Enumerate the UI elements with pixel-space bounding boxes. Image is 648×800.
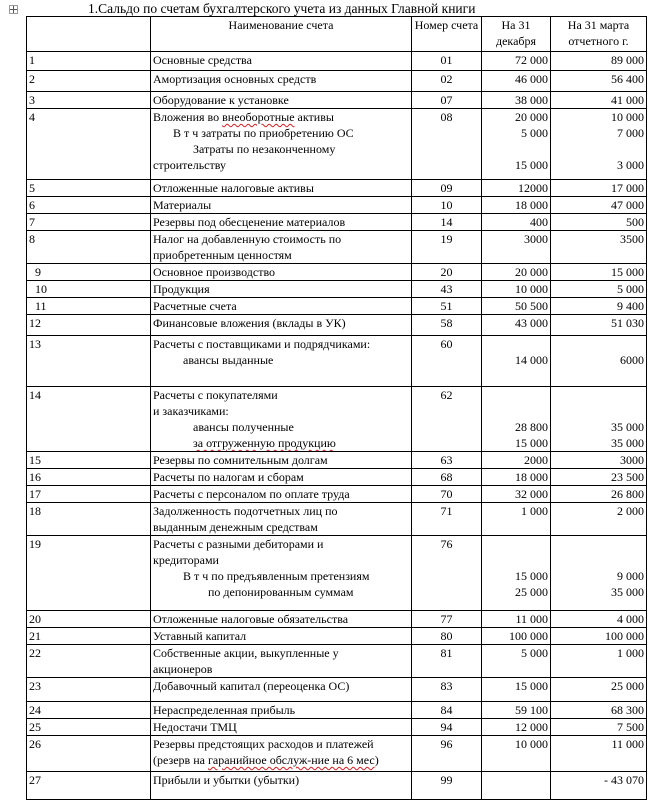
balance-value: 2000 [524,453,548,467]
balance-value: 10 000 [515,282,548,296]
account-name [151,71,412,92]
balance-value: 15 000 [515,158,548,172]
balance-december [482,336,551,387]
balance-value: 46 000 [515,72,548,86]
account-name [151,772,412,800]
account-code: 60 [412,336,482,387]
table-row [27,387,647,452]
row-number: 25 [27,719,151,736]
balance-value: 2 000 [617,504,644,518]
row-number: 13 [27,336,151,387]
balance-value: 56 400 [611,72,644,86]
account-code: 07 [412,92,482,109]
balance-march [551,197,647,214]
balance-december [482,503,551,536]
balance-value: 68 300 [611,703,644,717]
balance-value: 35 000 [611,420,644,434]
table-row [27,281,647,298]
balance-value: - 43 070 [604,773,644,787]
table-row [27,231,647,264]
account-name-line: Резервы предстоящих расходов и платежей [153,737,374,751]
account-code: 70 [412,486,482,503]
balance-value: 35 000 [611,585,644,599]
balance-value: 15 000 [611,265,644,279]
table-row [27,452,647,469]
account-name-line: Амортизация основных средств [153,72,317,86]
table-row [27,611,647,628]
table-row [27,92,647,109]
balance-march [551,109,647,180]
header-row-number [27,17,151,52]
balance-value: 400 [530,215,548,229]
account-name [151,264,412,281]
account-code: 14 [412,214,482,231]
account-name-line: Нераспределенная прибыль [153,703,296,717]
row-number: 26 [27,736,151,772]
balance-value: 32 000 [515,487,548,501]
balance-value: 38 000 [515,93,548,107]
balance-value: 6000 [620,353,644,367]
balance-value: 17 000 [611,181,644,195]
row-number: 6 [27,197,151,214]
account-name-line: Вложения во внеоборотные активы [153,110,334,124]
balance-march [551,772,647,800]
account-name [151,503,412,536]
balance-value [484,536,548,552]
balance-december [482,611,551,628]
balance-march [551,387,647,452]
table-row [27,180,647,197]
account-name-line: В т ч затраты по приобретению ОС [173,126,354,140]
balance-value: 89 000 [611,53,644,67]
balance-value: 20 000 [515,110,548,124]
table-row [27,645,647,678]
row-number: 2 [27,71,151,92]
balance-december [482,719,551,736]
balance-december [482,736,551,772]
table-row [27,628,647,645]
account-name [151,336,412,387]
account-code: 08 [412,109,482,180]
balance-march [551,719,647,736]
balance-december [482,486,551,503]
table-row [27,197,647,214]
account-code: 02 [412,71,482,92]
balance-value: 7 500 [617,720,644,734]
table-row [27,702,647,719]
balance-march [551,702,647,719]
balance-value [553,141,644,157]
row-number: 18 [27,503,151,536]
account-code: 43 [412,281,482,298]
table-row [27,736,647,772]
account-name-line: Недостачи ТМЦ [153,720,237,734]
row-number: 5 [27,180,151,197]
row-number: 15 [27,452,151,469]
account-name-line: Отложенные налоговые обязательства [153,612,349,626]
account-name-line: Отложенные налоговые активы [153,181,314,195]
account-name [151,180,412,197]
account-name-line: Прибыли и убытки (убытки) [153,773,300,787]
account-name [151,628,412,645]
balance-december [482,702,551,719]
balance-value [484,552,548,568]
balance-march [551,645,647,678]
balance-december [482,109,551,180]
header-account-code: Номер счета [412,17,482,52]
account-name-line: за отгруженную продукцию [193,436,336,450]
balance-value [553,387,644,403]
balance-december [482,264,551,281]
table-body [27,52,647,800]
account-name [151,315,412,336]
account-name-line: Материалы [153,198,212,212]
row-number: 8 [27,231,151,264]
account-code: 68 [412,469,482,486]
balance-march [551,736,647,772]
row-number: 24 [27,702,151,719]
balance-march [551,298,647,315]
balance-march [551,71,647,92]
row-number: 19 [27,536,151,611]
account-name-line: Затраты по незаконченному [193,142,336,156]
account-name-line: Налог на добавленную стоимость по [153,232,342,246]
balance-december [482,71,551,92]
row-number: 10 [27,281,151,298]
balance-december [482,180,551,197]
balance-value: 5 000 [521,646,548,660]
table-row [27,109,647,180]
table-row [27,336,647,387]
balance-value: 12 000 [515,720,548,734]
balance-value [553,336,644,352]
account-name-line: Основное производство [153,265,276,279]
balance-value: 9 400 [617,299,644,313]
account-name-line: Задолженность подотчетных лиц по [153,504,338,518]
account-code: 77 [412,611,482,628]
account-name [151,719,412,736]
balance-value: 5 000 [521,126,548,140]
table-row [27,772,647,800]
account-name-line: Уставный капитал [153,629,247,643]
balance-value: 1 000 [521,504,548,518]
account-name [151,52,412,71]
balance-value: 20 000 [515,265,548,279]
balance-december [482,197,551,214]
account-name [151,387,412,452]
account-name-line: Продукция [153,282,210,296]
account-code: 20 [412,264,482,281]
account-name-line: Оборудование к установке [153,93,289,107]
row-number: 11 [27,298,151,315]
balance-march [551,628,647,645]
balance-december [482,772,551,800]
balance-value: 51 030 [611,316,644,330]
balance-value [484,387,548,403]
account-name-line: Расчеты с разными дебиторами и [153,537,324,551]
balance-value: 5 000 [617,282,644,296]
balance-value: 25 000 [515,585,548,599]
account-name-line: и заказчиками: [153,404,229,418]
table-row [27,469,647,486]
row-number: 12 [27,315,151,336]
account-code: 63 [412,452,482,469]
account-code: 71 [412,503,482,536]
balance-value: 10 000 [611,110,644,124]
table-row [27,315,647,336]
account-code: 80 [412,628,482,645]
row-number: 14 [27,387,151,452]
balance-march [551,264,647,281]
account-name [151,536,412,611]
balance-march [551,180,647,197]
balance-value: 12000 [518,181,548,195]
account-name-line: Резервы под обесценение материалов [153,215,346,229]
account-name [151,92,412,109]
table-row [27,264,647,281]
balance-value: 72 000 [515,53,548,67]
balance-march [551,92,647,109]
account-code: 19 [412,231,482,264]
balance-march [551,231,647,264]
balance-value: 43 000 [515,316,548,330]
account-name [151,469,412,486]
balance-december [482,678,551,702]
account-code: 99 [412,772,482,800]
balance-december [482,469,551,486]
table-row [27,52,647,71]
account-name [151,214,412,231]
table-row [27,719,647,736]
account-name [151,702,412,719]
account-code: 96 [412,736,482,772]
balance-december [482,298,551,315]
account-name [151,645,412,678]
balance-value: 15 000 [515,679,548,693]
balance-march [551,486,647,503]
balance-march [551,336,647,387]
account-name-line: строительству [153,158,226,172]
account-name-line: кредиторами [153,553,219,567]
balance-value: 41 000 [611,93,644,107]
balance-december [482,536,551,611]
account-name-line: по депонированным суммам [208,585,354,599]
balance-december [482,281,551,298]
account-name [151,611,412,628]
account-code: 81 [412,645,482,678]
account-code: 76 [412,536,482,611]
balance-december [482,92,551,109]
balance-value: 10 000 [515,737,548,751]
balance-december [482,452,551,469]
balance-december [482,214,551,231]
account-balance-table [26,16,647,800]
table-row [27,71,647,92]
balance-value [484,336,548,352]
account-name-line: выданным денежным средствам [153,520,318,534]
account-code: 51 [412,298,482,315]
account-name-line: Расчеты с поставщиками и подрядчиками: [153,337,371,351]
balance-december [482,645,551,678]
account-code: 84 [412,702,482,719]
balance-value: 100 000 [509,629,548,643]
balance-value: 7 000 [617,126,644,140]
account-name-line: авансы выданные [183,353,274,367]
table-row [27,298,647,315]
balance-value [484,403,548,419]
account-code: 94 [412,719,482,736]
balance-value: 25 000 [611,679,644,693]
table-row [27,486,647,503]
balance-march [551,678,647,702]
account-name-line: акционеров [153,662,213,676]
account-name-line: Финансовые вложения (вклады в УК) [153,316,346,330]
account-name [151,678,412,702]
row-number: 23 [27,678,151,702]
balance-value: 47 000 [611,198,644,212]
balance-value: 9 000 [617,569,644,583]
account-code: 01 [412,52,482,71]
account-name [151,231,412,264]
balance-value: 3 000 [617,158,644,172]
balance-value: 3500 [620,232,644,246]
balance-march [551,452,647,469]
balance-value: 35 000 [611,436,644,450]
account-code: 10 [412,197,482,214]
balance-march [551,281,647,298]
balance-december [482,315,551,336]
balance-march [551,52,647,71]
account-name-line: Резервы по сомнительным долгам [153,453,328,467]
balance-value: 3000 [524,232,548,246]
account-name [151,452,412,469]
balance-value [553,536,644,552]
balance-march [551,214,647,231]
row-number: 27 [27,772,151,800]
balance-value: 50 500 [515,299,548,313]
account-name [151,298,412,315]
table-row [27,214,647,231]
account-name-line: Расчеты с покупателями [153,388,278,402]
page-title: 1.Сальдо по счетам бухгалтерского учета из данных Главной книги [88,1,476,16]
account-name [151,281,412,298]
table-row [27,678,647,702]
account-code: 62 [412,387,482,452]
balance-march [551,315,647,336]
account-name-line: Собственные акции, выкупленные у [153,646,339,660]
account-name [151,197,412,214]
balance-value: 11 000 [611,737,644,751]
balance-december [482,52,551,71]
header-december: На 31 декабря [482,17,551,52]
row-number: 3 [27,92,151,109]
balance-value: 28 800 [515,420,548,434]
balance-december [482,628,551,645]
balance-value: 14 000 [515,353,548,367]
balance-value: 15 000 [515,436,548,450]
table-row [27,503,647,536]
balance-december [482,387,551,452]
account-code: 09 [412,180,482,197]
header-account-name: Наименование счета [151,17,412,52]
account-code: 83 [412,678,482,702]
account-name-line: приобретенным ценностям [153,248,292,262]
row-number: 22 [27,645,151,678]
balance-value: 100 000 [605,629,644,643]
account-name-line: Расчетные счета [153,299,237,313]
balance-value: 18 000 [515,470,548,484]
balance-value: 15 000 [515,569,548,583]
account-name-line: Расчеты по налогам и сборам [153,470,304,484]
balance-december [482,231,551,264]
account-name-line: Добавочный капитал (переоценка ОС) [153,679,350,693]
balance-value: 1 000 [617,646,644,660]
balance-value: 23 500 [611,470,644,484]
balance-value: 11 000 [515,612,548,626]
row-number: 21 [27,628,151,645]
row-number: 16 [27,469,151,486]
account-name-line: Расчеты с персоналом по оплате труда [153,487,350,501]
balance-value [553,552,644,568]
balance-march [551,503,647,536]
row-number: 17 [27,486,151,503]
balance-value [484,141,548,157]
account-name-line: (резерв на гаранийное обслуж-ние на 6 мес) [153,753,379,767]
balance-value: 500 [626,215,644,229]
balance-value [484,772,548,788]
row-number: 7 [27,214,151,231]
account-name-line: авансы полученные [193,420,294,434]
account-name [151,736,412,772]
balance-value: 18 000 [515,198,548,212]
balance-value: 3000 [620,453,644,467]
balance-value: 26 800 [611,487,644,501]
balance-march [551,469,647,486]
row-number: 20 [27,611,151,628]
balance-value [553,403,644,419]
account-name-line: В т ч по предъявленным претензиям [183,569,370,583]
account-code: 58 [412,315,482,336]
balance-march [551,611,647,628]
account-name [151,109,412,180]
balance-march [551,536,647,611]
account-name-line: Основные средства [153,53,252,67]
table-move-handle-icon[interactable] [9,5,18,14]
account-name [151,486,412,503]
table-row [27,536,647,611]
row-number: 4 [27,109,151,180]
row-number: 1 [27,52,151,71]
header-march: На 31 марта отчетного г. [551,17,647,52]
balance-value: 4 000 [617,612,644,626]
balance-value: 59 100 [515,703,548,717]
row-number: 9 [27,264,151,281]
